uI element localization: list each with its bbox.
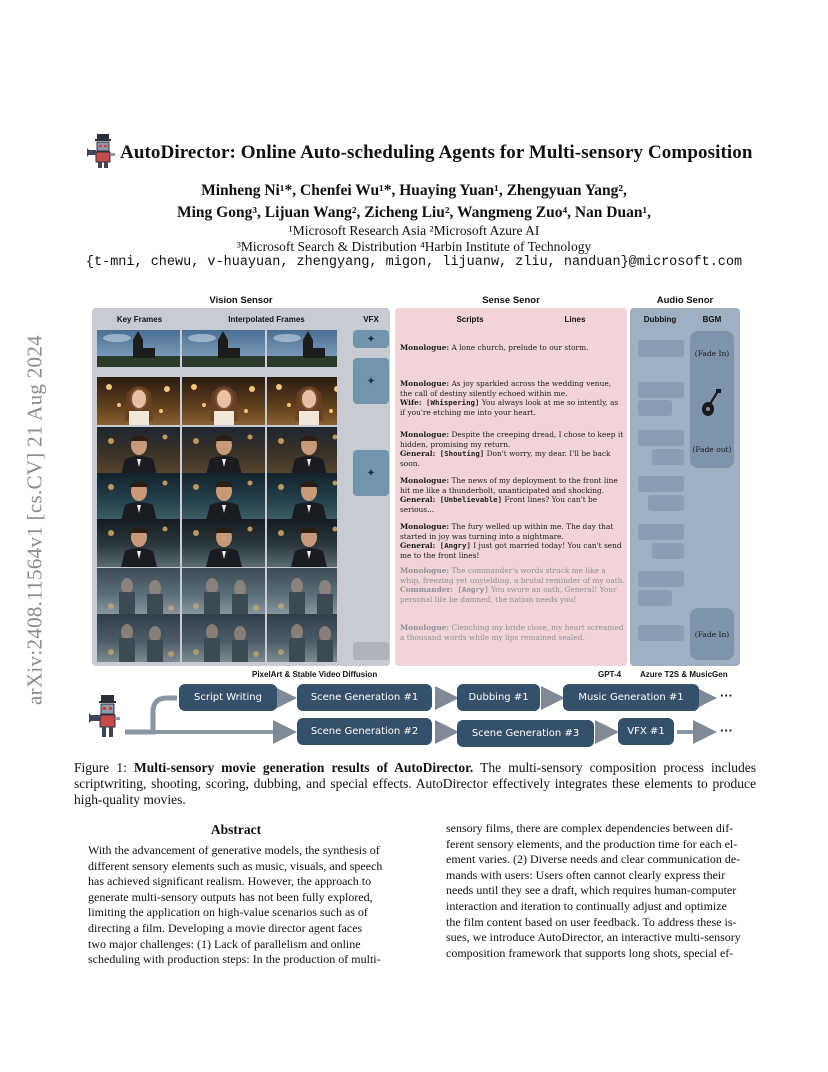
script-text: You always look at me so intently, as if you're etching me into your heart. (400, 398, 619, 417)
movie-frame (267, 568, 337, 616)
vfx-1-node: VFX #1 (618, 718, 674, 745)
abstract-line: two major challenges: (1) Lack of parallelism and online (88, 936, 361, 951)
abstract-line: With the advancement of generative models, the synthesis of (88, 843, 380, 857)
movie-frame (182, 427, 265, 475)
abstract-line: limiting the application on high-value scenarios such as of (88, 905, 368, 920)
script-text: Front lines? You can't be serious... (400, 495, 598, 514)
movie-frame (267, 427, 337, 475)
script-text: The fury welled up within me. The day that started in joy was turning into a nightmare. (400, 522, 614, 541)
title-row (82, 132, 772, 172)
bgm-fade-in-2: (Fade In) (694, 630, 730, 639)
abstract-line: sensory films, there are complex dependencies between dif- (446, 821, 734, 835)
abstract-line: has achieved significant realism. However, the approach to (88, 874, 372, 889)
movie-frame (182, 614, 265, 662)
dubbing-clip (648, 495, 684, 511)
movie-frame (97, 519, 180, 567)
movie-frame (182, 377, 265, 425)
robot-director-icon (86, 132, 120, 170)
magic-wand-icon: ✦ (366, 333, 376, 346)
affiliations-line-2: ³Microsoft Search & Distribution ⁴Harbin Institute of Technology (236, 239, 592, 254)
movie-frame (97, 473, 180, 521)
bgm-fade-out: (Fade out) (692, 445, 732, 454)
bgm-fade-in: (Fade In) (694, 349, 730, 358)
script-text: A lone church, prelude to our storm. (449, 343, 589, 352)
abstract-line: composition framework that supports long shots, special ef- (446, 945, 734, 960)
movie-frame (97, 614, 180, 662)
caption-bold: Multi-sensory movie generation results of AutoDirector. (133, 760, 474, 775)
arxiv-stamp (10, 280, 60, 760)
robot-director-icon (88, 694, 126, 740)
bgm-header: BGM (702, 315, 722, 324)
emotion-tag: [Angry] (453, 585, 489, 595)
audio-tools-label: Azure T2S & MusicGen (640, 670, 728, 679)
abstract-line: ement varies. (2) Diverse needs and clear communication de- (446, 852, 741, 867)
movie-frame (182, 330, 265, 367)
dubbing-clip (638, 524, 684, 540)
emotion-tag: [Unbelievable] (435, 495, 503, 505)
speaker-label: Monologue: (400, 623, 450, 632)
script-writing-node: Script Writing (179, 684, 277, 711)
script-text: Clenching my bride close, my heart screamed a thousand words while my lips remained sealed. (400, 623, 624, 642)
emotion-tag: [Angry] (435, 541, 471, 551)
script-block-1 (400, 343, 625, 353)
abstract-line: generate multi-sensory outputs has not been fully explored, (88, 889, 373, 904)
caption-label: Figure 1: (74, 760, 134, 775)
movie-frame (97, 330, 180, 367)
movie-frame (267, 330, 337, 367)
abstract-right-column (446, 821, 742, 961)
audio-sensor-heading: Audio Senor (656, 295, 714, 306)
movie-frame (182, 519, 265, 567)
sense-sensor-heading: Sense Senor (482, 295, 540, 306)
speaker-label: Monologue: (400, 566, 450, 575)
emotion-tag: [Whispering] (421, 398, 480, 408)
script-text: I just got married today! You can't send me to the front lines! (400, 541, 622, 560)
movie-frame (97, 377, 180, 425)
figure-caption (74, 760, 756, 808)
scripts-header: Scripts (456, 315, 484, 324)
paper-title: AutoDirector: Online Auto-scheduling Agents for Multi-sensory Composition (120, 142, 753, 163)
movie-frame (267, 519, 337, 567)
emotion-tag: [Shouting] (435, 449, 485, 459)
abstract-line: ferent sensory elements, and the production time for each el- (446, 836, 738, 851)
interpolated-frames-header: Interpolated Frames (228, 315, 305, 324)
script-block-4 (400, 476, 625, 514)
script-block-2 (400, 379, 625, 417)
scene-generation-2-node: Scene Generation #2 (297, 718, 432, 745)
key-frames-header: Key Frames (116, 315, 163, 324)
script-text: Despite the creeping dread, I chose to keep it hidden, promising my return. (400, 430, 624, 449)
scene-generation-3-node: Scene Generation #3 (457, 720, 594, 747)
scene-generation-1-node: Scene Generation #1 (297, 684, 432, 711)
script-block-7 (400, 623, 625, 642)
speaker-label: General: (400, 541, 436, 551)
vfx-header: VFX (363, 315, 379, 324)
sense-tools-label: GPT-4 (598, 670, 622, 679)
arxiv-id: arXiv:2408.11564v1 [cs.CV] 21 Aug 2024 (22, 335, 47, 705)
authors-line-2: Ming Gong³, Lijuan Wang², Zicheng Liu², Wangmeng Zuo⁴, Nan Duan¹, (176, 204, 651, 221)
movie-frame (182, 473, 265, 521)
movie-frame (182, 568, 265, 616)
script-text: Don't worry, my dear. I'll be back soon. (400, 449, 611, 468)
speaker-label: General: (400, 449, 436, 459)
speaker-label: Monologue: (400, 476, 450, 485)
dubbing-clip (652, 449, 684, 465)
authors-line-1: Minheng Ni¹*, Chenfei Wu¹*, Huaying Yuan¹, Zhengyuan Yang², (201, 182, 627, 199)
abstract-heading: Abstract (210, 822, 262, 837)
movie-frame (97, 427, 180, 475)
author-emails: {t-mni, chewu, v-huayuan, zhengyang, migon, lijuanw, zliu, nanduan}@microsoft.com (85, 255, 743, 270)
dubbing-clip (638, 382, 684, 398)
abstract-line: different sensory elements such as music, visuals, and speech (88, 858, 383, 873)
vfx-clip-1 (353, 330, 389, 348)
abstract-line: mands with users: Users often cannot clearly express their (446, 867, 726, 882)
dubbing-clip (652, 543, 684, 559)
abstract-line: the film content based on user feedback. To address these is- (446, 914, 737, 929)
vfx-clip-empty (353, 642, 389, 660)
movie-frame (267, 377, 337, 425)
speaker-label: General: (400, 495, 436, 505)
continuation-ellipsis: ··· (720, 688, 733, 703)
script-text: The news of my deployment to the front line hit me like a thunderbolt, unanticipated and shocking. (400, 476, 618, 495)
speaker-label: Monologue: (400, 522, 450, 531)
caption-text: The multi-sensory composition process includes scriptwriting, shooting, scoring, dubbing, and special effects. AutoDirector effectively integrates these elements to produce high-quality movies. (74, 760, 756, 807)
vfx-clip-2 (353, 358, 389, 404)
dubbing-clip (638, 571, 684, 587)
vfx-clip-3 (353, 450, 389, 496)
abstract-line: directing a film. Developing a movie director agent faces (88, 920, 363, 935)
magic-wand-icon: ✦ (366, 467, 376, 480)
script-block-5 (400, 522, 625, 560)
abstract-line: interaction and iteration to continually adjust and optimize (446, 898, 727, 913)
lines-header: Lines (564, 315, 586, 324)
movie-frame (267, 614, 337, 662)
abstract-line: needs until they see a draft, which requires human-computer (446, 883, 737, 898)
script-block-6 (400, 566, 625, 604)
guitar-icon (700, 388, 724, 418)
movie-frame (97, 568, 180, 616)
dubbing-header: Dubbing (643, 315, 677, 324)
movie-frame (267, 473, 337, 521)
affiliations-line-1: ¹Microsoft Research Asia ²Microsoft Azure AI (288, 223, 540, 238)
abstract-line: scheduling with production steps: In the production of multi- (88, 952, 381, 967)
script-text: The commander's words struck me like a whip, freezing yet unyielding, a brutal reminder of my oath. (400, 566, 625, 585)
dubbing-clip (638, 590, 672, 606)
vision-tools-label: PixelArt & Stable Video Diffusion (252, 670, 378, 679)
magic-wand-icon: ✦ (366, 375, 376, 388)
script-text: As joy sparkled across the wedding venue, the call of destiny silently echoed within me. (400, 379, 612, 398)
vision-sensor-heading: Vision Sensor (209, 295, 273, 306)
speaker-label: Monologue: (400, 430, 450, 439)
dubbing-clip (638, 476, 684, 492)
speaker-label: Monologue: (400, 343, 450, 352)
speaker-label: Commander: (400, 585, 454, 595)
abstract-line: sues, we introduce AutoDirector, an interactive multi-sensory (446, 930, 741, 945)
abstract-left-column (88, 843, 384, 968)
dubbing-clip (638, 625, 684, 641)
dubbing-clip (638, 400, 672, 416)
music-generation-1-node: Music Generation #1 (563, 684, 699, 711)
continuation-ellipsis: ··· (720, 723, 733, 738)
dubbing-clip (638, 430, 684, 446)
dubbing-1-node: Dubbing #1 (457, 684, 540, 711)
script-text: You swore an oath, General! Your personal life be damned, the nation needs you! (400, 585, 617, 604)
script-block-3 (400, 430, 625, 468)
speaker-label: Wife: (400, 398, 422, 408)
dubbing-clip (638, 340, 684, 357)
speaker-label: Monologue: (400, 379, 450, 388)
